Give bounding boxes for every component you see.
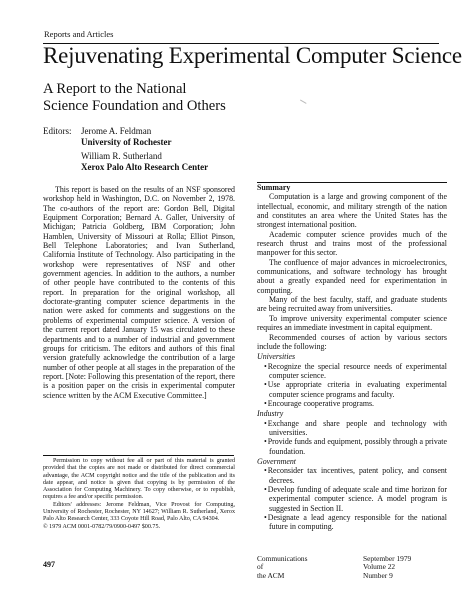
article-title: Rejuvenating Experimental Computer Science — [43, 43, 462, 68]
subtitle-line-1: A Report to the National — [43, 81, 187, 97]
copyright-line: © 1979 ACM 0001-0782/79/0900-0497 $00.75. — [43, 523, 161, 530]
section-label: Reports and Articles — [44, 29, 114, 39]
summary-paragraph-6: Recommended courses of action by various sectors include the following: — [257, 332, 447, 351]
list-item: • Develop funding of adequate scale and time horizon for experimental computer science. A model program is suggested in Section II. — [257, 485, 447, 513]
intro-column — [43, 185, 235, 400]
subtitle-line-2: Science Foundation and Others — [43, 97, 226, 114]
list-item: • Use appropriate criteria in evaluating experimental computer science programs and faculty. — [257, 380, 447, 399]
summary-paragraph-3: The confluence of major advances in microelectronics, communications, and software technology has brought about a greatly expanded need for experimentation in computing. — [257, 257, 447, 295]
summary-paragraph-2: Academic computer science provides much of the research thrust and trains most of the professional manpower for this sector. — [257, 229, 447, 258]
universities-heading: Universities — [257, 352, 296, 362]
list-item: • Reconsider tax incentives, patent policy, and consent decrees. — [257, 466, 447, 485]
page-number: 497 — [43, 560, 55, 569]
industry-heading: Industry — [257, 409, 284, 419]
intro-paragraph: This report is based on the results of an NSF sponsored workshop held in Washington, D.C. on November 2, 1978. The co-authors of the report are: Gordon Bell, Digital Equipment Corporation; Bernard A. Galler, University of Michigan; Patricia Goldberg, IBM Corporation; John Hamblen, University of Missouri at Rolla; Elliot Pinson, Bell Telephone Laboratories; and Ivan Sutherland, California Institute of Technology. Also participating in the workshop were representatives of NSF and other government agencies. In addition to the authors, a number of other people have contributed to the contents of this report. In preparation for the original workshop, all doctorate-granting computer science departments in the nation were asked for comments and suggestions on the problems of experimental computer science. A version of the current report dated January 15 was circulated to these departments and to a number of industrial and government groups for criticism. The editors and authors of this final version gratefully acknowledge the contribution of a large number of other people at all stages in the preparation of the report. [Note: Following this presentation of the report, there is a position paper on the crisis in experimental computer science written by the ACM Executive Committee.] — [43, 185, 235, 400]
editors-addresses: Editors' addresses: Jerome Feldman, Vice Provost for Computing, University of Rochester, Rochester, NY 14627; William R. Sutherland, Xerox Palo Alto Research Center, 333 Coyote Hill Road, Palo Alto, CA 94304. — [43, 501, 235, 523]
issue-date: September 1979 — [363, 554, 412, 563]
editor-1-name: Jerome A. Feldman — [81, 126, 152, 136]
industry-list — [257, 419, 447, 456]
summary-heading: Summary — [257, 183, 291, 192]
journal-name — [257, 555, 308, 580]
journal-line-1: Communications — [257, 554, 308, 563]
summary-paragraph-5: To improve university experimental computer science requires an immediate investment in capital equipment. — [257, 313, 447, 333]
editor-2-affiliation: Xerox Palo Alto Research Center — [81, 161, 209, 172]
editor-2-name: William R. Sutherland — [81, 151, 162, 161]
issue-volume: Volume 22 — [363, 562, 396, 572]
summary-paragraph-4: Many of the best faculty, staff, and graduate students are being recruited away from universities. — [257, 295, 447, 314]
issue-number: Number 9 — [363, 570, 393, 580]
journal-line-3: the ACM — [257, 570, 285, 580]
permission-paragraph: Permission to copy without fee all or part of this material is granted provided that the copies are not made or distributed for direct commercial advantage, the ACM copyright notice and the title of the publication and its date appear, and notice is given that copying is by permission of the Association for Computing Machinery. To copy otherwise, or to republish, requires a fee and/or specific permission. — [43, 458, 235, 501]
editor-1-affiliation: University of Rochester — [81, 136, 172, 147]
summary-paragraph-1: Computation is a large and growing component of the intellectual, economic, and military strength of the nation and constitutes an area where the United States has the strongest international position. — [257, 192, 447, 230]
permission-rule — [43, 455, 234, 456]
editors-label: Editors: — [43, 126, 72, 136]
list-item: • Designate a lead agency responsible for the national future in computing. — [257, 513, 447, 532]
article-subtitle — [43, 81, 303, 114]
list-item: • Provide funds and equipment, possibly through a private foundation. — [257, 437, 447, 456]
government-list — [257, 466, 447, 531]
summary-column — [257, 183, 447, 532]
list-item: • Encourage cooperative programs. — [257, 399, 447, 408]
permission-notice — [43, 458, 235, 531]
list-item: • Exchange and share people and technology with universities. — [257, 419, 447, 438]
issue-info — [363, 555, 411, 580]
list-item: • Recognize the special resource needs of experimental computer science. — [257, 362, 447, 381]
government-heading: Government — [257, 456, 297, 466]
editor-1 — [81, 126, 171, 148]
editor-2 — [81, 151, 208, 173]
universities-list — [257, 362, 447, 409]
journal-line-2: of — [257, 562, 264, 572]
